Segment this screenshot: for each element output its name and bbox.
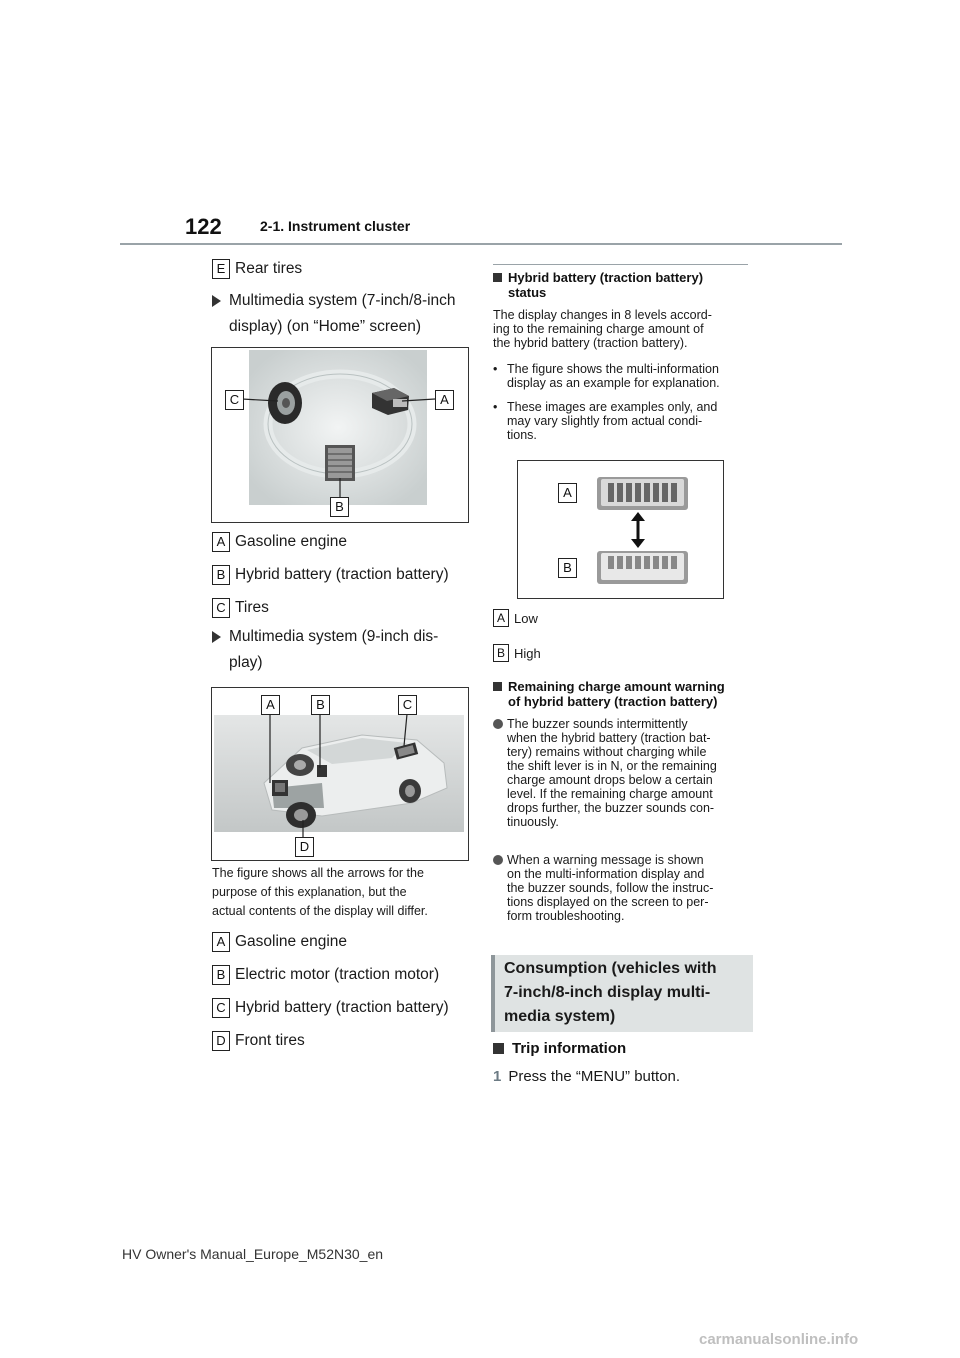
callout-b: B bbox=[330, 497, 349, 517]
label-e-rear-tires bbox=[212, 259, 302, 279]
heading-line: of hybrid battery (traction battery) bbox=[508, 694, 718, 709]
label-text: Front tires bbox=[235, 1032, 305, 1049]
letter-badge: B bbox=[493, 644, 509, 662]
letter-badge: A bbox=[493, 609, 509, 627]
item-line: level. If the remaining charge amount bbox=[507, 787, 713, 801]
heading-text: Trip information bbox=[512, 1040, 627, 1057]
heading-line: status bbox=[508, 285, 547, 300]
warning-item-1 bbox=[493, 717, 751, 829]
car-cutaway-illustration bbox=[212, 688, 468, 860]
callout-c: C bbox=[225, 390, 244, 410]
trip-information-heading bbox=[493, 1040, 626, 1057]
consumption-section-title bbox=[504, 957, 749, 1029]
bullet-line: Multimedia system (9-inch dis- bbox=[229, 628, 439, 645]
bullet-images-examples bbox=[493, 400, 751, 442]
step-text: Press the “MENU” button. bbox=[508, 1068, 681, 1085]
item-line: The buzzer sounds intermittently bbox=[507, 717, 688, 731]
item-line: tinuously. bbox=[507, 815, 559, 829]
bullet-line: play) bbox=[229, 654, 263, 671]
body-line: The display changes in 8 levels accord- bbox=[493, 308, 712, 322]
letter-badge: E bbox=[212, 259, 230, 279]
list2-item-b bbox=[212, 965, 439, 985]
letter-badge: A bbox=[212, 532, 230, 552]
note-line: purpose of this explanation, but the bbox=[212, 885, 407, 899]
motor-icon bbox=[317, 765, 327, 777]
figure-home-screen-energy bbox=[211, 347, 469, 523]
circle-bullet-icon bbox=[493, 855, 503, 865]
dot-bullet-icon: • bbox=[493, 400, 498, 414]
label-text: Tires bbox=[235, 599, 269, 616]
title-line: Consumption (vehicles with bbox=[504, 960, 717, 977]
list2-item-a bbox=[212, 932, 347, 952]
square-bullet-icon bbox=[493, 682, 502, 691]
list1-item-a bbox=[212, 532, 347, 552]
item-line: form troubleshooting. bbox=[507, 909, 625, 923]
bullet-line: may vary slightly from actual condi- bbox=[507, 414, 703, 428]
label-text: Electric motor (traction motor) bbox=[235, 966, 440, 983]
bullet-line: display as an example for explanation. bbox=[507, 376, 720, 390]
figure-battery-levels bbox=[517, 460, 724, 599]
label-text: Hybrid battery (traction battery) bbox=[235, 999, 449, 1016]
item-line: when the hybrid battery (traction bat- bbox=[507, 731, 711, 745]
letter-badge: C bbox=[212, 598, 230, 618]
bullet-figure-example bbox=[493, 362, 751, 390]
body-line: the hybrid battery (traction battery). bbox=[493, 336, 688, 350]
energy-flow-illustration bbox=[212, 348, 468, 522]
square-bullet-icon bbox=[493, 1043, 504, 1054]
triangle-bullet-icon bbox=[212, 631, 221, 643]
dot-bullet-icon: • bbox=[493, 362, 498, 376]
callout-d: D bbox=[295, 837, 314, 857]
item-line: charge amount drops below a certain bbox=[507, 773, 713, 787]
body-line: ing to the remaining charge amount of bbox=[493, 322, 704, 336]
bullet-line: display) (on “Home” screen) bbox=[229, 318, 422, 335]
header-rule bbox=[120, 243, 842, 245]
battery-high-icon bbox=[597, 551, 688, 584]
bullet-line: tions. bbox=[507, 428, 537, 442]
double-arrow-icon bbox=[631, 512, 645, 548]
letter-badge: D bbox=[212, 1031, 230, 1051]
title-line: 7-inch/8-inch display multi- bbox=[504, 984, 711, 1001]
note-line: The figure shows all the arrows for the bbox=[212, 866, 424, 880]
callout-b: B bbox=[558, 558, 577, 578]
label-text: Gasoline engine bbox=[235, 533, 348, 550]
status-body bbox=[493, 308, 751, 350]
list1-item-c bbox=[212, 598, 269, 618]
list2-item-d bbox=[212, 1031, 305, 1051]
label-text: High bbox=[514, 645, 541, 661]
label-text: Hybrid battery (traction battery) bbox=[235, 566, 449, 583]
item-line: on the multi-information display and bbox=[507, 867, 705, 881]
tire-icon bbox=[268, 382, 302, 424]
square-bullet-icon bbox=[493, 273, 502, 282]
level-low bbox=[493, 609, 538, 627]
callout-a: A bbox=[261, 695, 280, 715]
label-text: Low bbox=[514, 610, 538, 626]
callout-a: A bbox=[558, 483, 577, 503]
label-text: Gasoline engine bbox=[235, 933, 348, 950]
item-line: When a warning message is shown bbox=[507, 853, 704, 867]
level-high bbox=[493, 644, 541, 662]
label-text: Rear tires bbox=[235, 260, 303, 277]
letter-badge: B bbox=[212, 965, 230, 985]
item-line: drops further, the buzzer sounds con- bbox=[507, 801, 715, 815]
letter-badge: C bbox=[212, 998, 230, 1018]
item-line: tions displayed on the screen to per- bbox=[507, 895, 709, 909]
status-heading bbox=[493, 270, 751, 300]
bullet-line: These images are examples only, and bbox=[507, 400, 718, 414]
list2-item-c bbox=[212, 998, 449, 1018]
letter-badge: B bbox=[212, 565, 230, 585]
triangle-bullet-icon bbox=[212, 295, 221, 307]
battery-low-icon bbox=[597, 477, 688, 510]
callout-c: C bbox=[398, 695, 417, 715]
step-number: 1 bbox=[493, 1068, 502, 1085]
warning-item-2 bbox=[493, 853, 751, 923]
subsection-rule bbox=[493, 264, 748, 265]
bullet-multimedia-9 bbox=[212, 624, 482, 676]
section-title: 2-1. Instrument cluster bbox=[260, 218, 411, 234]
letter-badge: A bbox=[212, 932, 230, 952]
item-line: the buzzer sounds, follow the instruc- bbox=[507, 881, 714, 895]
bullet-multimedia-7-8 bbox=[212, 288, 482, 340]
callout-b: B bbox=[311, 695, 330, 715]
heading-line: Remaining charge amount warning bbox=[508, 679, 725, 694]
title-line: media system) bbox=[504, 1008, 616, 1025]
figure-9-inch-energy bbox=[211, 687, 469, 861]
note-line: actual contents of the display will differ. bbox=[212, 904, 428, 918]
warning-heading bbox=[493, 679, 751, 709]
circle-bullet-icon bbox=[493, 719, 503, 729]
item-line: the shift lever is in N, or the remaining bbox=[507, 759, 717, 773]
list1-item-b bbox=[212, 565, 449, 585]
battery-level-illustration bbox=[518, 461, 723, 598]
step-1 bbox=[493, 1068, 680, 1085]
engine-icon bbox=[272, 780, 288, 796]
heading-line: Hybrid battery (traction battery) bbox=[508, 270, 704, 285]
callout-a: A bbox=[435, 390, 454, 410]
figure-note bbox=[212, 864, 472, 921]
item-line: tery) remains without charging while bbox=[507, 745, 707, 759]
battery-icon bbox=[325, 445, 355, 481]
manual-footer: HV Owner's Manual_Europe_M52N30_en bbox=[122, 1246, 384, 1262]
bullet-line: The figure shows the multi-information bbox=[507, 362, 719, 376]
bullet-line: Multimedia system (7-inch/8-inch bbox=[229, 292, 456, 309]
page-number: 122 bbox=[185, 214, 222, 239]
watermark-link[interactable]: carmanualsonline.info bbox=[699, 1331, 859, 1348]
